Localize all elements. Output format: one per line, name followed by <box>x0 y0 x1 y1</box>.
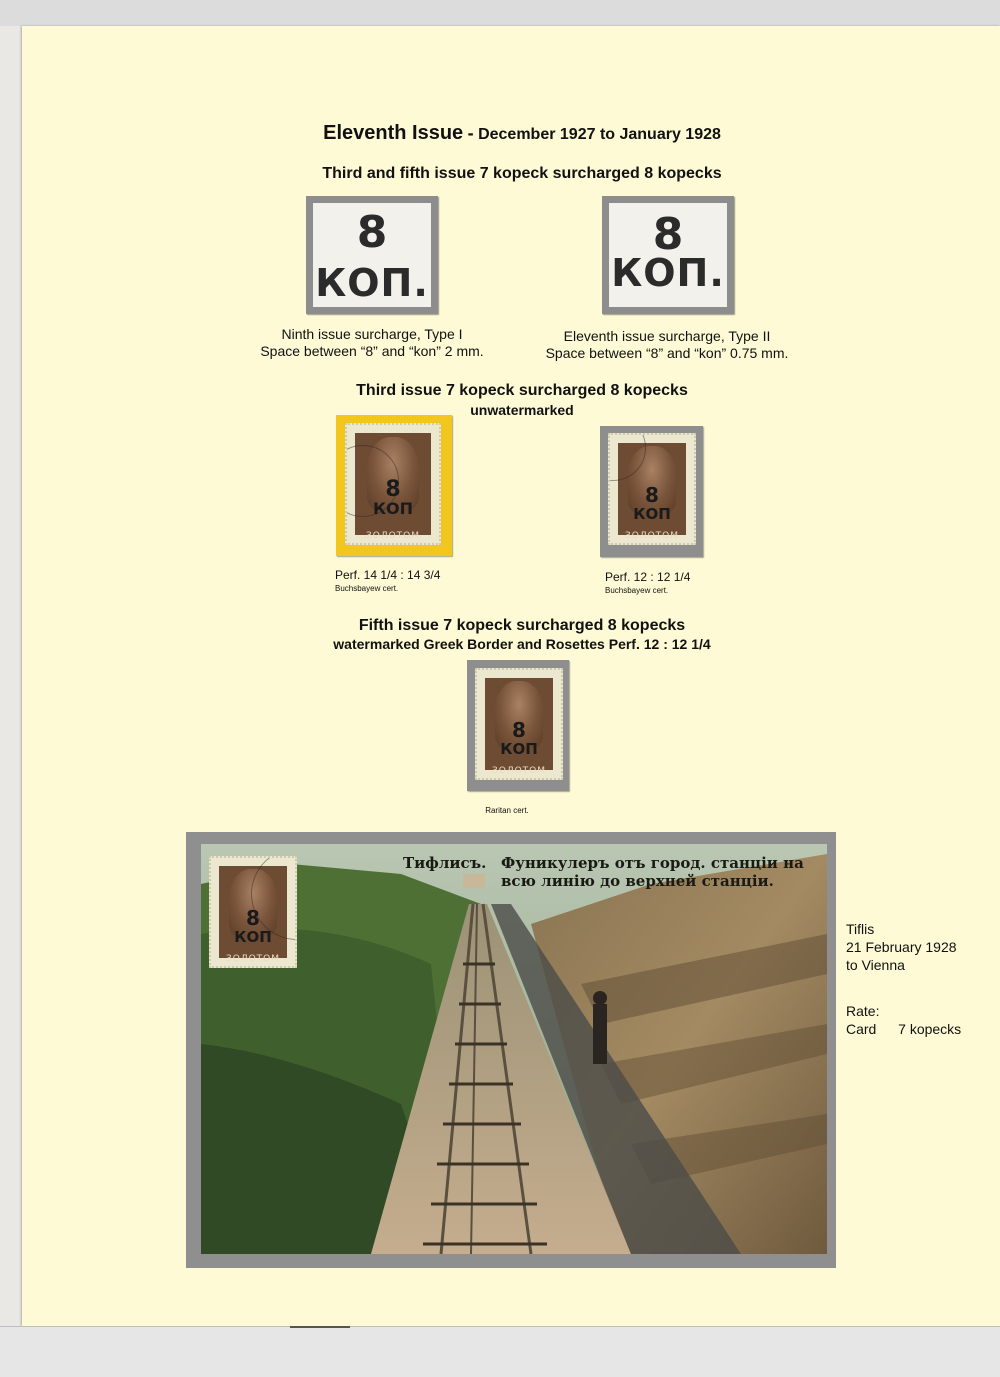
section2-subtitle: unwatermarked <box>470 402 574 418</box>
card-rate <box>846 1002 961 1038</box>
stamp-right-surcharge-numeral: 8 <box>645 483 659 507</box>
section1-title: Third and fifth issue 7 kopeck surcharged 8 kopecks <box>322 165 722 182</box>
postcard-stamp-inscription: ЗОЛОТОМ <box>225 954 281 964</box>
stamp-left-surcharge-unit: КОП <box>372 499 414 518</box>
card-notes-destination: to Vienna <box>846 957 905 973</box>
surcharge-type2-caption-line2: Space between “8” and “kon” 0.75 mm. <box>545 345 789 361</box>
stamp-left <box>345 423 441 545</box>
stamp-right-perf: Perf. 12 : 12 1/4 <box>605 570 691 584</box>
card-rate-value: 7 kopecks <box>898 1021 962 1037</box>
surcharge-type2-caption-line1: Eleventh issue surcharge, Type II <box>563 328 771 344</box>
stamp-left-inscription: ЗОЛОТОМ <box>365 531 421 541</box>
surcharge-type1-caption <box>227 326 517 360</box>
stamp-fifth-surcharge-numeral: 8 <box>512 718 526 742</box>
scan-artifact-line <box>290 1326 350 1328</box>
stamp-fifth-issue <box>475 668 563 780</box>
stamp-right-inscription: ЗОЛОТОМ <box>624 531 680 541</box>
stamp-right-cert: Buchsbayew cert. <box>605 586 669 595</box>
card-rate-label: Rate: <box>846 1003 880 1019</box>
surcharge-type2-caption <box>512 328 822 362</box>
surcharge-type2-numeral: 8 <box>652 209 684 260</box>
card-notes-date: 21 February 1928 <box>846 939 957 955</box>
scan-bottom-edge <box>0 1326 1000 1377</box>
stamp-left-surcharge-numeral: 8 <box>385 477 401 502</box>
heading-title: Eleventh Issue <box>323 122 464 144</box>
surcharge-type1-enlargement <box>306 196 438 314</box>
postcard-stamp <box>209 856 297 968</box>
page-heading <box>22 122 1000 145</box>
stamp-fifth-inscription: ЗОЛОТОМ <box>491 766 547 776</box>
scan-top-edge <box>0 0 1000 26</box>
stamp-fifth-cert: Raritan cert. <box>485 806 529 815</box>
card-rate-item: Card <box>846 1021 877 1037</box>
postcard-caption-line2: всю линію до верхней станціи. <box>501 872 774 890</box>
postcard-caption-place: Тифлисъ. <box>403 854 487 872</box>
postcard-stamp-surcharge-numeral: 8 <box>246 906 260 930</box>
surcharge-type1-caption-line2: Space between “8” and “kon” 2 mm. <box>260 343 484 359</box>
stamp-fifth-surcharge-unit: КОП <box>500 740 538 758</box>
heading-separator: - <box>467 123 474 143</box>
surcharge-type1-caption-line1: Ninth issue surcharge, Type I <box>281 326 463 342</box>
section2-title: Third issue 7 kopeck surcharged 8 kopecks <box>356 382 688 399</box>
surcharge-type2-enlargement <box>602 196 734 314</box>
card-notes-origin: Tiflis <box>846 921 875 937</box>
surcharge-type2-unit: КОП. <box>611 251 725 295</box>
surcharge-type1-unit: КОП. <box>315 261 429 305</box>
stamp-right-surcharge-unit: КОП <box>633 505 671 523</box>
section3-subtitle: watermarked Greek Border and Rosettes Perf. 12 : 12 1/4 <box>333 636 711 652</box>
postcard-funicular <box>201 844 827 1254</box>
album-page <box>22 26 1000 1326</box>
surcharge-type1-numeral: 8 <box>356 207 388 258</box>
heading-dates: December 1927 to January 1928 <box>478 126 721 143</box>
stamp-left-perf: Perf. 14 1/4 : 14 3/4 <box>335 568 441 582</box>
stamp-left-cert: Buchsbayew cert. <box>335 584 399 593</box>
card-notes <box>846 920 957 974</box>
stamp-right <box>608 433 696 545</box>
postcard-stamp-surcharge-unit: КОП <box>234 928 272 946</box>
postcard-caption-line1: Фуникулеръ отъ город. станціи на <box>501 854 804 872</box>
section3-title: Fifth issue 7 kopeck surcharged 8 kopecks <box>358 617 686 634</box>
